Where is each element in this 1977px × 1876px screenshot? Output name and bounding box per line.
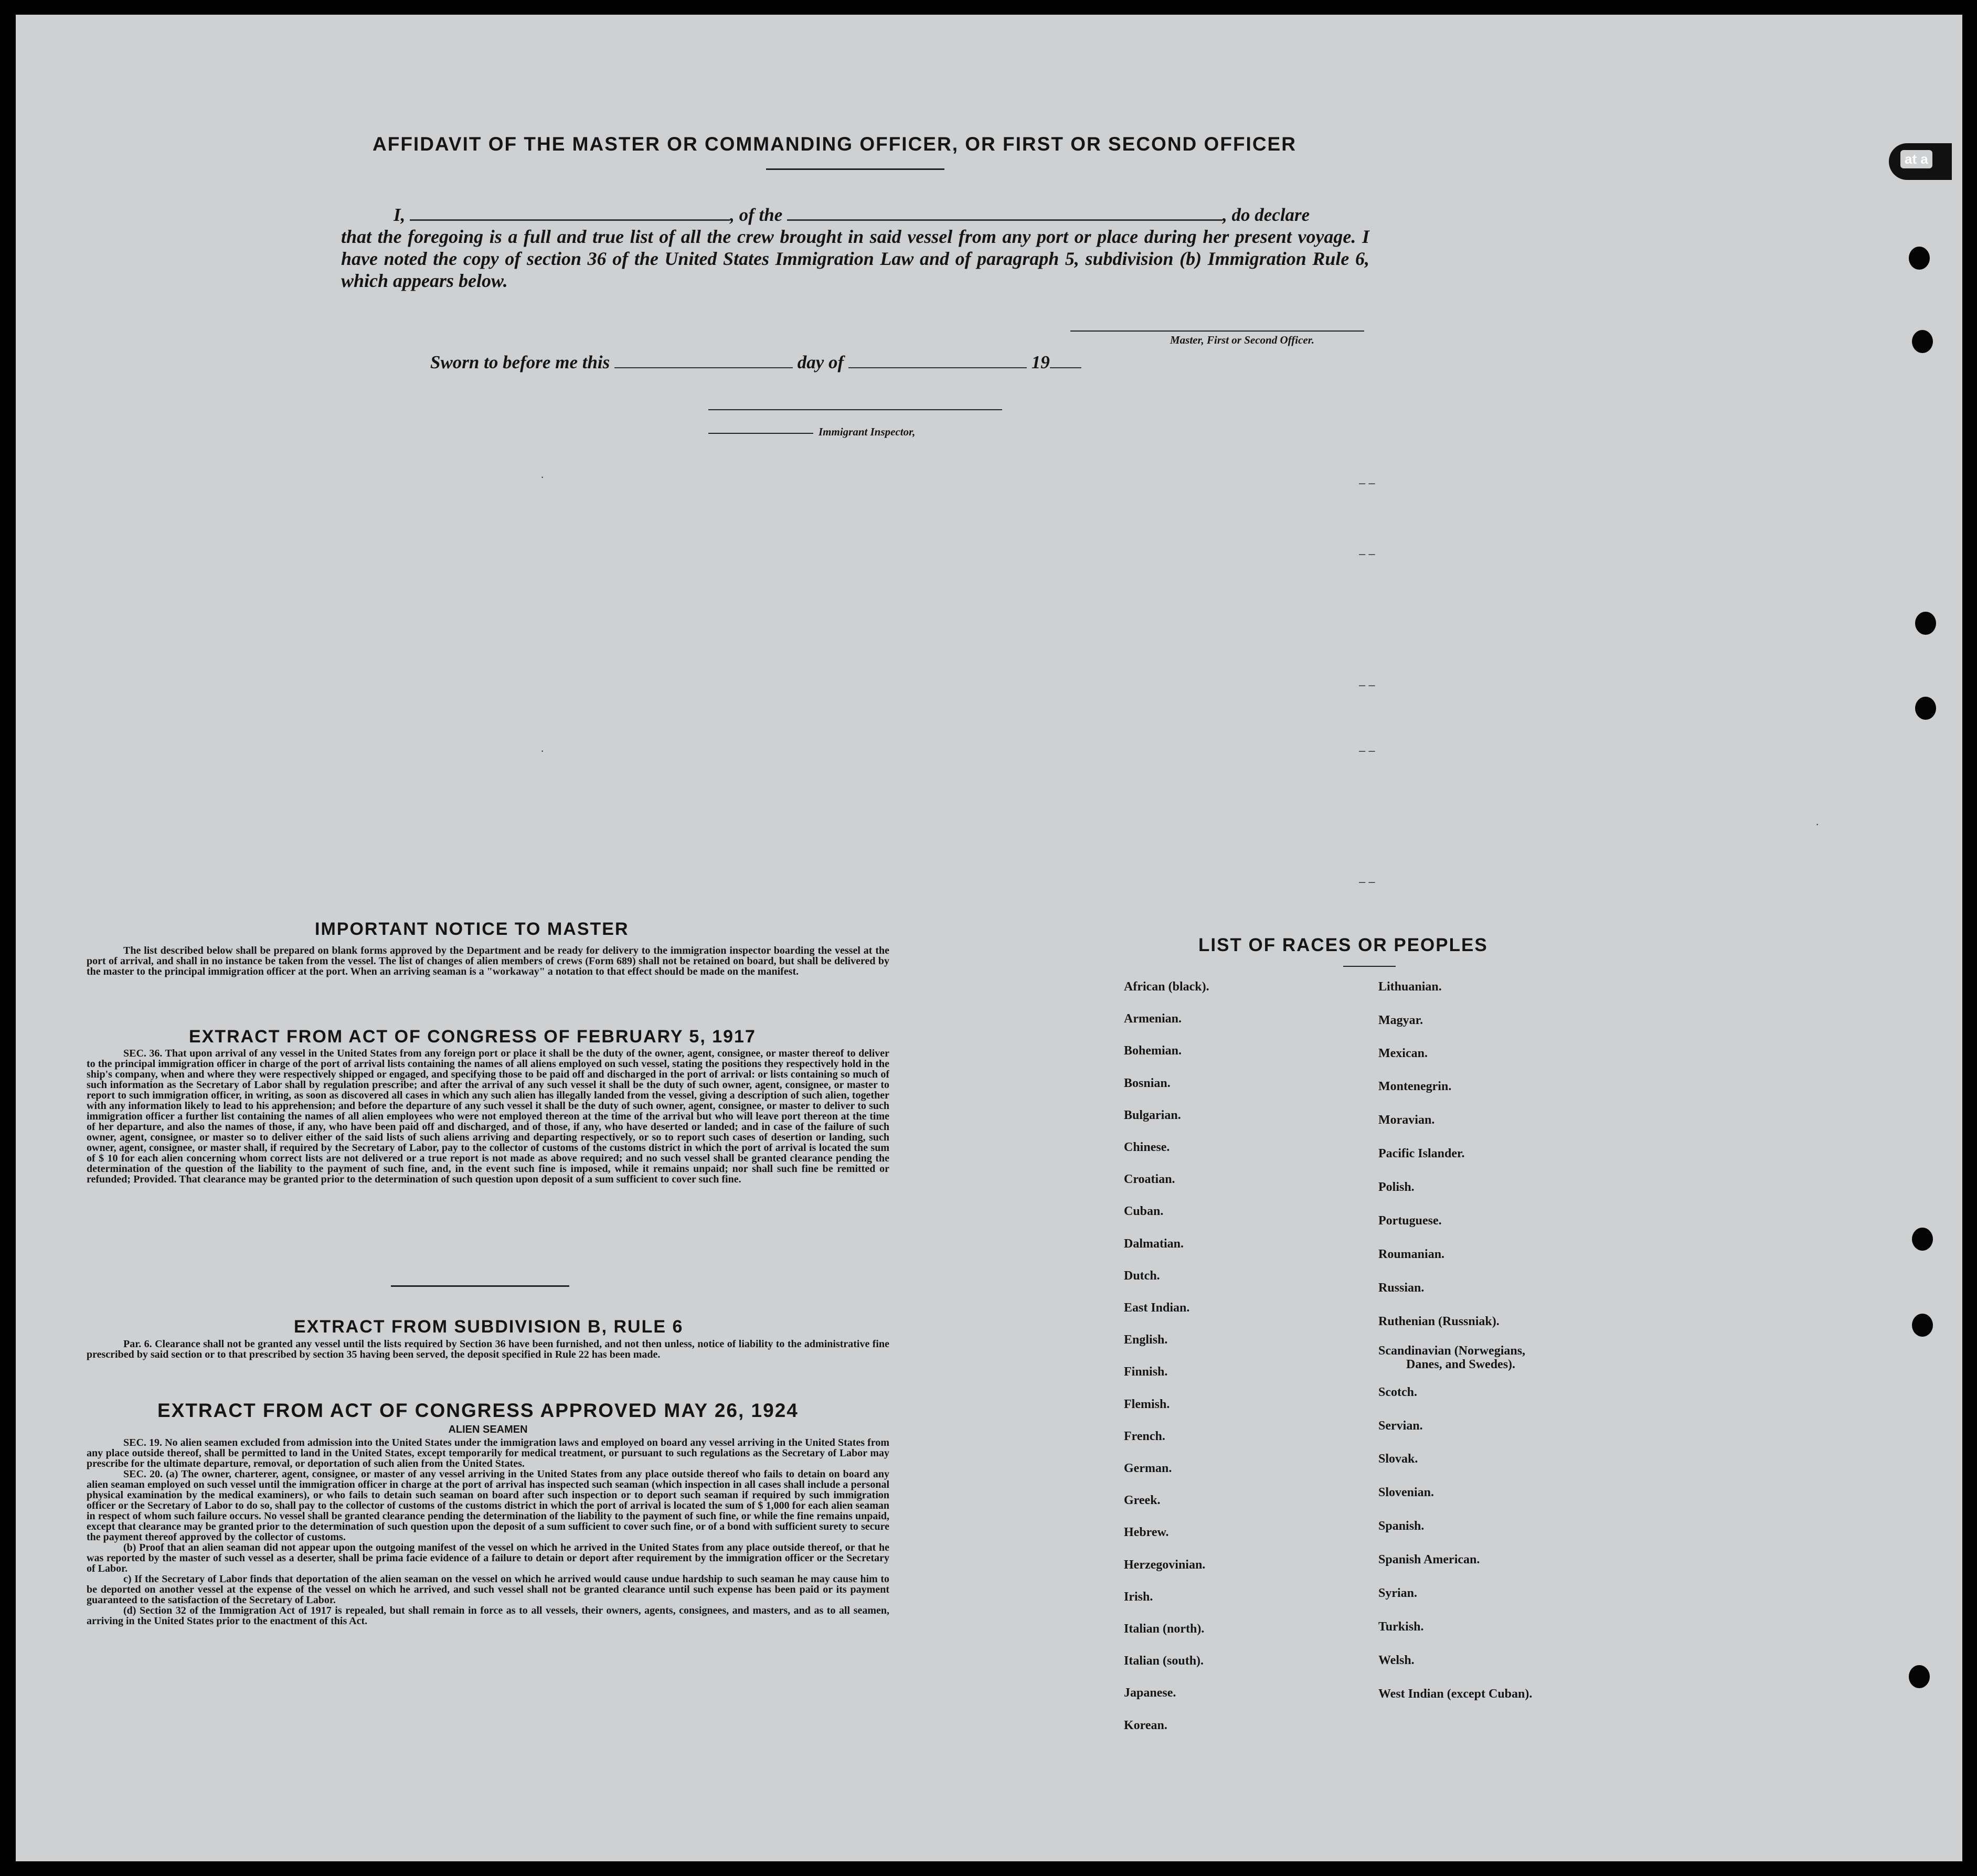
race-item-right: Portuguese. [1378, 1214, 1442, 1228]
alien-seamen-subtitle: ALIEN SEAMEN [448, 1424, 528, 1435]
race-item-right: Spanish American. [1378, 1553, 1480, 1566]
sworn-line [430, 351, 1081, 373]
binder-hole [1912, 1228, 1933, 1251]
race-item-right: Spanish. [1378, 1519, 1425, 1533]
race-item-left: English. [1124, 1333, 1168, 1347]
race-item-right: Servian. [1378, 1419, 1423, 1433]
bleed-mark: · [1815, 817, 1820, 830]
race-item-left: Japanese. [1124, 1686, 1176, 1700]
section-19-text: SEC. 19. No alien seamen excluded from admission into the United States under the immigration laws and employed on board any vessel arriving in the United States from any place outside thereof, shall be permitted to land in the United States, except temporarily for medical treatment, or pursuant to such regulations as the Secretary of Labor may prescribe for the ultimate departure, removal, or deportation of such alien from the United States. [87, 1437, 889, 1469]
inspector-signature-line[interactable] [708, 409, 1002, 410]
race-item-right: Danes, and Swedes). [1406, 1358, 1516, 1371]
sworn-day-blank[interactable] [614, 351, 793, 368]
day-of-text: day of [797, 352, 844, 372]
binder-hole [1915, 612, 1936, 635]
race-item-right: Montenegrin. [1378, 1080, 1452, 1093]
race-item-right: Ruthenian (Russniak). [1378, 1315, 1500, 1328]
race-item-left: Finnish. [1124, 1365, 1168, 1379]
race-item-right: West Indian (except Cuban). [1378, 1687, 1533, 1701]
race-item-left: Italian (south). [1124, 1654, 1204, 1668]
section-36-text: SEC. 36. That upon arrival of any vessel in the United States from any foreign port or place it shall be the duty of the owner, agent, consignee, or master thereof to deliver to the principal immigration officer in charge of the port of arrival lists containing the names of all aliens employed on such vessel, stating the positions they respectively hold in the ship's company, when and where they were respectively shipped or engaged, and specifying those to be paid off and discharged in the port of arrival: or lists containing so much of such information as the Secretary of Labor shall by regulation prescribe; and after the arrival of any such vessel it shall be the duty of such owner, agent, consignee, or master to report to such immigration officer, in writing, as soon as discovered all cases in which any such alien has illegally landed from the vessel, giving a description of such alien, together with any information likely to lead to his apprehension; and before the departure of any such vessel it shall be the duty of such owner, agent, consignee, or master to deliver to such immigration officer a further list containing the names of all alien employees who were not employed thereon at the time of the arrival but who will leave port thereon at the time of her departure, and also the names of those, if any, who have been paid off and discharged, and of those, if any, who have deserted or landed; and in case of the failure of such owner, agent, consignee, or master so to deliver either of the said lists of such aliens arriving and departing respectively, or so to report such cases of desertion or landing, such owner, agent, consignee, or master shall, if required by the Secretary of Labor, pay to the collector of customs of the customs district in which the port of arrival is located the sum of $ 10 for each alien concerning whom correct lists are not delivered or a true report is not made as above required; and no such vessel shall be granted clearance pending the determination of the question of the liability to the payment of such fine, and, in the event such fine is imposed, while it remains unpaid; nor shall such fine be remitted or refunded; Provided. That clearance may be granted prior to the determination of such question upon deposit of a sum sufficient to cover such fine. [87, 1048, 889, 1185]
race-item-left: Bosnian. [1124, 1076, 1171, 1090]
race-item-right: Slovenian. [1378, 1486, 1434, 1499]
race-item-right: Magyar. [1378, 1014, 1423, 1027]
binder-hole [1912, 330, 1933, 353]
sworn-month-blank[interactable] [848, 351, 1027, 368]
extract-1917-title: EXTRACT FROM ACT OF CONGRESS OF FEBRUARY 5, 1917 [189, 1027, 756, 1047]
race-item-right: Mexican. [1378, 1047, 1428, 1060]
race-item-left: Flemish. [1124, 1397, 1170, 1411]
race-item-left: Cuban. [1124, 1205, 1164, 1219]
bleed-mark: – – [1359, 547, 1375, 560]
subdivision-body [87, 1339, 889, 1360]
notice-title: IMPORTANT NOTICE TO MASTER [315, 919, 629, 939]
race-item-right: Scandinavian (Norwegians, [1378, 1344, 1526, 1358]
section-20d-text: (d) Section 32 of the Immigration Act of 1917 is repealed, but shall remain in force as to all vessels, their owners, agents, consignees, and masters, and as to all seamen, arriving in the United States prior to the enactment of this Act. [87, 1605, 889, 1627]
document-page [16, 15, 1962, 1861]
race-item-left: Irish. [1124, 1590, 1153, 1604]
races-title: LIST OF RACES OR PEOPLES [1198, 935, 1488, 955]
affidavit-body: that the foregoing is a full and true list of all the crew brought in said vessel from any port or place during her present voyage. I have noted the copy of section 36 of the United States Immigration Law and of paragraph 5, subdivision (b) Immigration Rule 6, which appears below. [341, 226, 1369, 291]
bleed-mark: – – [1359, 744, 1375, 757]
race-item-left: Chinese. [1124, 1140, 1170, 1154]
extract-1924-title: EXTRACT FROM ACT OF CONGRESS APPROVED MAY 26, 1924 [157, 1400, 799, 1421]
officer-name-blank[interactable] [410, 204, 730, 221]
affidavit-declaration-line [394, 204, 1310, 226]
binder-hole [1909, 247, 1930, 270]
race-item-right: Moravian. [1378, 1113, 1435, 1127]
bleed-mark: – – [1359, 875, 1375, 888]
section-20c-text: c) If the Secretary of Labor finds that deportation of the alien seaman on the vessel on which he arrived would cause undue hardship to such seaman he may cause him to be deported on another vessel at the expense of the vessel on which he arrived, and such vessel shall not be granted clearance until such expense has been paid or its payment guaranteed to the satisfaction of the Secretary of Labor. [87, 1573, 889, 1606]
year-prefix: 19 [1031, 352, 1050, 372]
race-item-right: Russian. [1378, 1281, 1425, 1295]
race-item-left: East Indian. [1124, 1301, 1190, 1315]
race-item-left: German. [1124, 1462, 1172, 1475]
bleed-mark: – – [1359, 476, 1375, 489]
extract-1924-body [87, 1437, 889, 1626]
inspector-label: Immigrant Inspector, [819, 425, 916, 438]
race-item-left: Dutch. [1124, 1269, 1160, 1283]
vessel-name-blank[interactable] [787, 204, 1223, 221]
master-signature-line[interactable] [1070, 331, 1364, 332]
sworn-year-blank[interactable] [1050, 351, 1081, 368]
master-signature-label: Master, First or Second Officer. [1170, 334, 1314, 346]
notice-body [87, 945, 889, 977]
bleed-mark: · [540, 470, 545, 483]
race-item-left: African (black). [1124, 980, 1209, 994]
pronoun-i: I, [394, 205, 406, 225]
race-item-left: Greek. [1124, 1494, 1161, 1508]
section-20b-text: (b) Proof that an alien seaman did not appear upon the outgoing manifest of the vessel on which he arrived in the United States from any place outside thereof, or that he was reported by the master of such vessel as a deserter, shall be prima facie evidence of a failure to detain or deport after requirement by the immigration officer or the Secretary of Labor. [87, 1542, 889, 1574]
race-item-right: Polish. [1378, 1180, 1415, 1194]
race-item-left: Armenian. [1124, 1012, 1182, 1026]
section-20a-text: SEC. 20. (a) The owner, charterer, agent, consignee, or master of any vessel arriving in the United States from any place outside thereof who fails to detain on board any alien seaman employed on such vessel until the immigration officer in charge at the port of arrival has inspected such seaman (which inspection in all cases shall include a personal physical examination by the medical examiners), or who fails to detain such seaman on board after such inspection or to deport such seaman if required by such immigration officer or the Secretary of Labor to do so, shall pay to the collector of customs of the customs district in which the port of arrival is located the sum of $ 1,000 for each alien seaman in respect of whom such failure occurs. No vessel shall be granted clearance pending the determination of the liability to the payment of such fine, or while the fine remains unpaid, except that clearance may be granted prior to the determination of such question upon the deposit of a sum sufficient to cover such fine, or of a bond with sufficient surety to secure the payment thereof approved by the collector of customs. [87, 1468, 889, 1543]
race-item-right: Turkish. [1378, 1620, 1424, 1634]
bleed-mark: – – [1359, 678, 1375, 691]
binder-hole [1909, 1665, 1930, 1688]
affidavit-title: AFFIDAVIT OF THE MASTER OR COMMANDING OFFICER, OR FIRST OR SECOND OFFICER [373, 133, 1296, 155]
extract-1917-body [87, 1048, 889, 1185]
race-item-right: Welsh. [1378, 1654, 1415, 1667]
race-item-right: Pacific Islander. [1378, 1147, 1465, 1160]
corner-text: at a [1900, 150, 1932, 168]
race-item-left: Dalmatian. [1124, 1237, 1184, 1251]
race-item-right: Slovak. [1378, 1452, 1418, 1466]
race-item-left: Bohemian. [1124, 1044, 1182, 1058]
title-divider [766, 168, 944, 170]
race-item-left: Hebrew. [1124, 1526, 1169, 1540]
race-item-left: Italian (north). [1124, 1622, 1205, 1636]
inspector-signature-line-lower [708, 433, 813, 434]
race-item-right: Scotch. [1378, 1385, 1417, 1399]
binder-hole [1912, 1314, 1933, 1337]
race-item-left: Croatian. [1124, 1172, 1175, 1187]
binder-hole [1915, 697, 1936, 720]
race-item-left: Herzegovinian. [1124, 1558, 1206, 1572]
of-the-text: , of the [730, 205, 783, 225]
race-item-left: French. [1124, 1429, 1165, 1443]
race-item-right: Lithuanian. [1378, 980, 1442, 994]
races-title-divider [1343, 966, 1396, 967]
section-divider [391, 1285, 569, 1287]
race-item-left: Korean. [1124, 1718, 1167, 1732]
do-declare-text: , do declare [1223, 205, 1310, 225]
paragraph-6-text: Par. 6. Clearance shall not be granted any vessel until the lists required by Section 36 have been furnished, and not then unless, notice of liability to the administrative fine prescribed by said section or to that prescribed by section 35 having been served, the deposit specified in Rule 22 has been made. [87, 1338, 889, 1360]
sworn-text: Sworn to before me this [430, 352, 610, 372]
race-item-right: Roumanian. [1378, 1248, 1445, 1261]
race-item-left: Bulgarian. [1124, 1108, 1181, 1122]
subdivision-title: EXTRACT FROM SUBDIVISION B, RULE 6 [294, 1317, 684, 1337]
bleed-mark: · [540, 744, 545, 757]
notice-text: The list described below shall be prepared on blank forms approved by the Department and be ready for delivery to the immigration inspector boarding the vessel at the port of arrival, and shall in no instance be taken from the vessel. The list of changes of alien members of crews (Form 689) shall not be retained on board, but shall be delivered by the master to the principal immigration officer at the port. When an arriving seaman is a "workaway" a notation to that effect should be made on the manifest. [87, 945, 889, 977]
race-item-right: Syrian. [1378, 1586, 1418, 1600]
